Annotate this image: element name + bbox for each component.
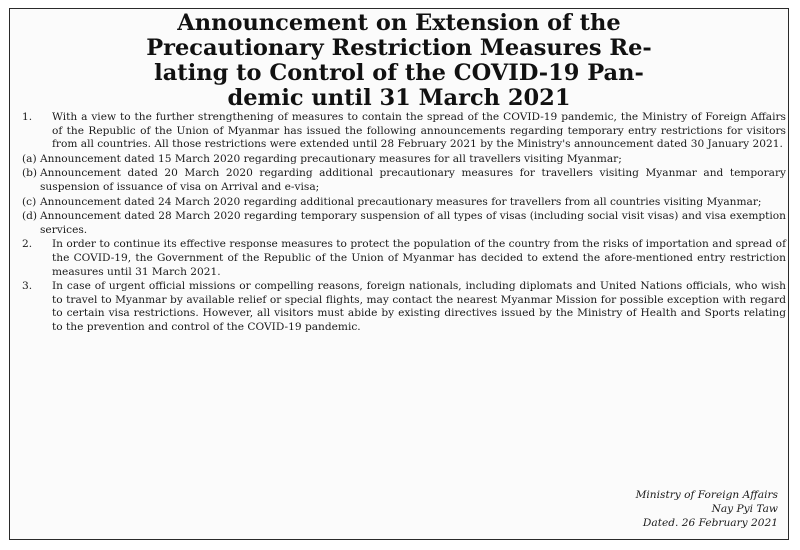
title-line-1: Announcement on Extension of the [177,10,621,36]
paragraph-marker: 2. [22,238,33,251]
paragraph-3 [22,280,786,334]
title-line-2: Precautionary Restriction Measures Re- [146,35,652,61]
paragraph-2 [22,238,786,279]
paragraph-marker: (d) [22,210,38,223]
paragraph-c [22,196,786,210]
paragraph-marker: 1. [22,111,33,123]
paragraph-a [22,153,786,167]
signoff-place: Nay Pyi Taw [711,503,778,515]
paragraph-marker: 3. [22,280,33,293]
paragraph-marker: (a) [22,152,37,165]
title-line-3: lating to Control of the COVID-19 Pan- [154,60,644,86]
paragraph-text: Announcement dated 20 March 2020 regarding additional precautionary measures for travellers visiting Myanmar and temporary suspension of issuance of visa on Arrival and e-visa; [40,167,786,193]
paragraph-d [22,210,786,237]
paragraph-b [22,167,786,194]
title-line-4: demic until 31 March 2021 [227,85,571,111]
signoff-block [636,488,778,530]
paragraph-marker: (c) [22,195,37,208]
announcement-body [22,111,786,336]
paragraph-text: Announcement dated 15 March 2020 regarding precautionary measures for all travellers visiting Myanmar; [40,152,622,165]
signoff-ministry: Ministry of Foreign Affairs [635,489,778,501]
paragraph-text: With a view to the further strengthening of measures to contain the spread of the COVID-19 pandemic, the Ministry of Foreign Affairs of the Republic of the Union of Myanmar has issued the following announcements regarding temporary entry restrictions for visitors from all countries. All those restrictions were extended until 28 February 2021 by the Ministry's announcement dated 30 January 2021. [52,111,786,151]
signoff-date: Dated. 26 February 2021 [642,517,778,529]
paragraph-text: Announcement dated 24 March 2020 regarding additional precautionary measures for travellers from all countries visiting Myanmar; [40,195,762,208]
paragraph-marker: (b) [22,167,38,180]
paragraph-1 [22,111,786,152]
paragraph-text: In case of urgent official missions or compelling reasons, foreign nationals, including diplomats and United Nations officials, who wish to travel to Myanmar by available relief or special flights, may contact the nearest Myanmar Mission for possible exception with regard to certain visa restrictions. However, all visitors must abide by existing directives issued by the Ministry of Health and Sports relating to the prevention and control of the COVID-19 pandemic. [52,280,786,333]
paragraph-text: In order to continue its effective response measures to protect the population of the country from the risks of importation and spread of the COVID-19, the Government of the Republic of the Union of Myanmar has decided to extend the afore-mentioned entry restriction measures until 31 March 2021. [52,238,786,278]
paragraph-text: Announcement dated 28 March 2020 regarding temporary suspension of all types of visas (including social visit visas) and visa exemption services. [40,210,786,236]
announcement-title [10,11,788,111]
